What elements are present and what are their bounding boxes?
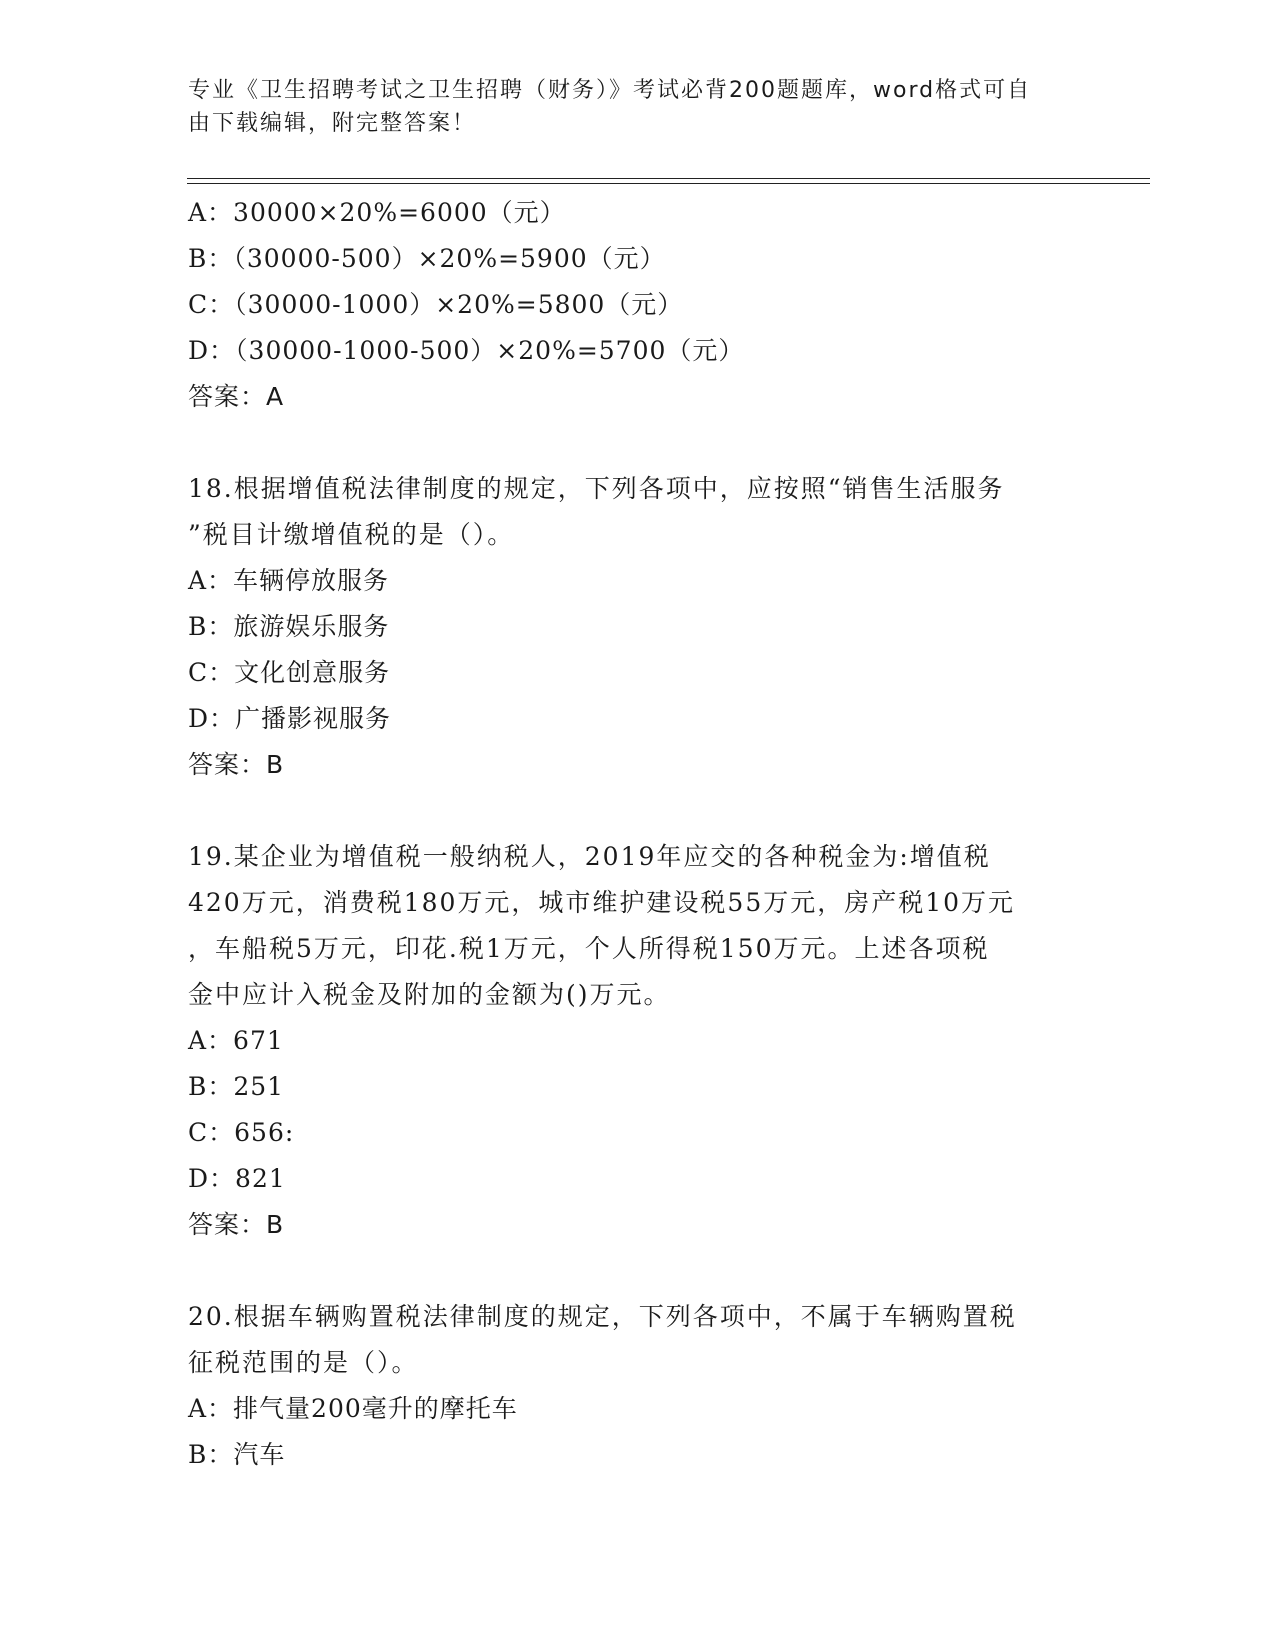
question-content (188, 190, 1088, 1478)
option-d: D：广播影视服务 (188, 704, 392, 733)
option-d: D：821 (188, 1164, 286, 1193)
question-stem-line: 金中应计入税金及附加的金额为()万元。 (188, 980, 671, 1009)
option-b: B：旅游娱乐服务 (188, 612, 390, 641)
option-a: A：30000×20%=6000（元） (188, 198, 566, 227)
question-stem-line: 20.根据车辆购置税法律制度的规定，下列各项中，不属于车辆购置税 (188, 1302, 1017, 1331)
option-c: C：656: (188, 1118, 295, 1147)
option-c: C：（30000-1000）×20%=5800（元） (188, 290, 684, 319)
option-c: C：文化创意服务 (188, 658, 391, 687)
option-b: B：（30000-500）×20%=5900（元） (188, 244, 666, 273)
header-divider-top (187, 178, 1150, 179)
option-a: A：排气量200毫升的摩托车 (188, 1394, 518, 1423)
option-b: B：汽车 (188, 1440, 286, 1469)
answer-line: 答案：A (188, 382, 285, 411)
question-stem-line: 征税范围的是（）。 (188, 1348, 419, 1377)
header-divider-bottom (187, 183, 1150, 184)
question-18 (188, 466, 1088, 788)
answer-line: 答案：B (188, 750, 285, 779)
question-stem-line: ”税目计缴增值税的是（）。 (188, 520, 515, 549)
option-a: A：车辆停放服务 (188, 566, 390, 595)
option-a: A：671 (188, 1026, 284, 1055)
document-header (188, 74, 1088, 140)
option-b: B：251 (188, 1072, 285, 1101)
question-17 (188, 190, 1088, 420)
question-19 (188, 834, 1088, 1248)
question-stem-line: ，车船税5万元，印花.税1万元，个人所得税150万元。上述各项税 (188, 934, 990, 963)
header-line-1: 专业《卫生招聘考试之卫生招聘（财务）》考试必背200题题库，word格式可自 (188, 78, 1032, 103)
option-d: D：（30000-1000-500）×20%=5700（元） (188, 336, 745, 365)
header-line-2: 由下载编辑，附完整答案！ (188, 111, 477, 136)
question-stem-line: 18.根据增值税法律制度的规定，下列各项中，应按照“销售生活服务 (188, 474, 1005, 503)
answer-line: 答案：B (188, 1210, 285, 1239)
question-20 (188, 1294, 1088, 1478)
question-stem-line: 420万元，消费税180万元，城市维护建设税55万元，房产税10万元 (188, 888, 1016, 917)
question-stem-line: 19.某企业为增值税一般纳税人，2019年应交的各种税金为:增值税 (188, 842, 991, 871)
